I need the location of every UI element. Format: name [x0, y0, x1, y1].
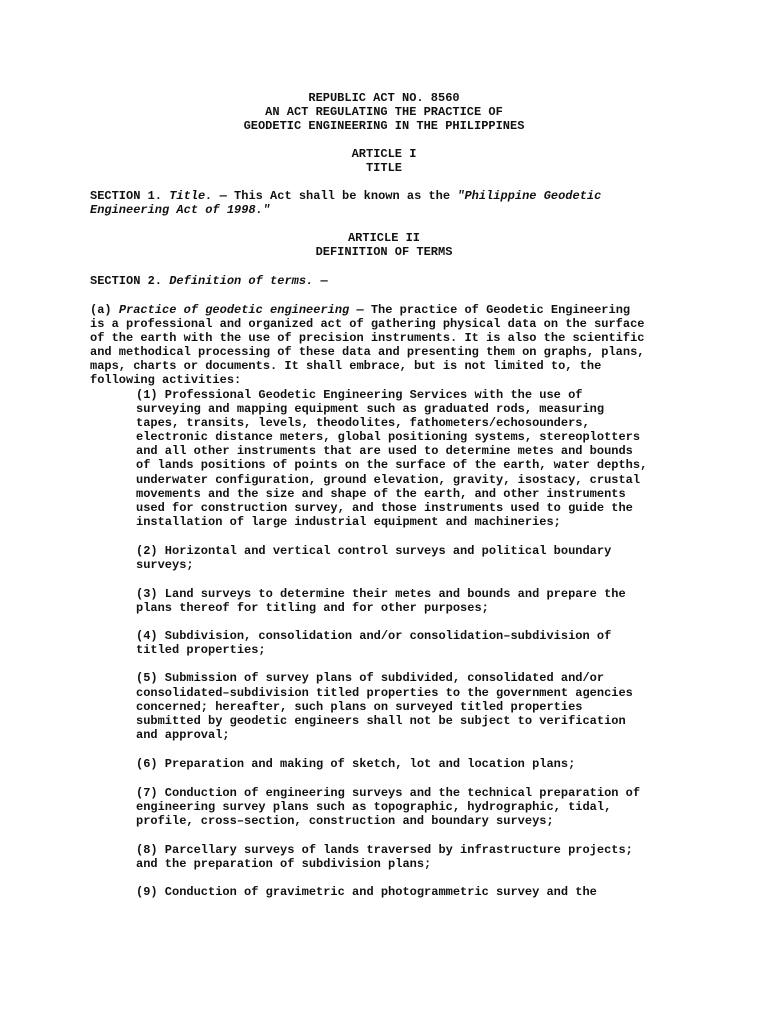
item-1-line: movements and the size and shape of the earth, and other instruments: [136, 487, 626, 501]
item-1-line: installation of large industrial equipment and machineries;: [136, 515, 561, 529]
item-7-line: (7) Conduction of engineering surveys and the technical preparation of: [136, 786, 641, 800]
para-a-line0: [90, 303, 630, 317]
section-1-prefix: SECTION 1.: [90, 189, 170, 203]
para-a-line: maps, charts or documents. It shall embrace, but is not limited to, the: [90, 359, 602, 373]
item-5-line: and approval;: [136, 728, 230, 742]
para-a-line: and methodical processing of these data and presenting them on graphs, plans,: [90, 345, 645, 359]
item-2-line: surveys;: [136, 558, 194, 572]
item-1-line: electronic distance meters, global positioning systems, stereoplotters: [136, 430, 641, 444]
item-5-line: (5) Submission of survey plans of subdivided, consolidated and/or: [136, 671, 605, 685]
item-1-line: of lands positions of points on the surface of the earth, water depths,: [136, 458, 648, 472]
item-7-line: engineering survey plans such as topographic, hydrographic, tidal,: [136, 800, 612, 814]
section-1-quote-part1: "Philippine Geodetic: [457, 189, 602, 203]
item-4-line: titled properties;: [136, 643, 266, 657]
item-9-line: (9) Conduction of gravimetric and photogrammetric survey and the: [136, 885, 597, 899]
para-a-line: of the earth with the use of precision instruments. It is also the scientific: [90, 331, 645, 345]
act-number: REPUBLIC ACT NO. 8560: [308, 91, 460, 105]
section-1-text: — This Act shall be known as the: [212, 189, 458, 203]
section-1-heading: Title.: [169, 189, 213, 203]
item-1-line: used for construction survey, and those instruments used to guide the: [136, 501, 633, 515]
para-a-line: is a professional and organized act of gathering physical data on the surface: [90, 317, 645, 331]
item-5-line: concerned; hereafter, such plans on surveyed titled properties: [136, 700, 583, 714]
item-3-line: plans thereof for titling and for other purposes;: [136, 601, 489, 615]
article-2-label: ARTICLE II: [347, 231, 420, 245]
item-1-line: underwater configuration, ground elevation, gravity, isostacy, crustal: [136, 473, 641, 487]
section-1-quote-part2: Engineering Act of 1998.": [90, 203, 271, 217]
item-6-line: (6) Preparation and making of sketch, lot and location plans;: [136, 757, 576, 771]
item-1-line: (1) Professional Geodetic Engineering Services with the use of: [136, 388, 583, 402]
section-2-heading: Definition of terms.: [169, 274, 314, 288]
para-a-line: following activities:: [90, 373, 242, 387]
section-2-prefix: SECTION 2.: [90, 274, 170, 288]
item-8-line: and the preparation of subdivision plans;: [136, 857, 432, 871]
section-1-line1: [90, 189, 601, 203]
item-1-line: surveying and mapping equipment such as graduated rods, measuring: [136, 402, 605, 416]
item-5-line: submitted by geodetic engineers shall not be subject to verification: [136, 714, 626, 728]
article-1-title: TITLE: [365, 161, 402, 175]
act-title-line2: GEODETIC ENGINEERING IN THE PHILIPPINES: [243, 119, 525, 133]
act-title-line1: AN ACT REGULATING THE PRACTICE OF: [265, 105, 503, 119]
item-4-line: (4) Subdivision, consolidation and/or consolidation–subdivision of: [136, 629, 612, 643]
section-2-dash: —: [313, 274, 328, 288]
para-a-label: (a): [90, 303, 119, 317]
item-8-line: (8) Parcellary surveys of lands traversed by infrastructure projects;: [136, 843, 633, 857]
para-a-heading: Practice of geodetic engineering: [118, 303, 350, 317]
article-1-label: ARTICLE I: [351, 147, 417, 161]
article-2-title: DEFINITION OF TERMS: [315, 245, 453, 259]
item-2-line: (2) Horizontal and vertical control surveys and political boundary: [136, 544, 612, 558]
item-7-line: profile, cross–section, construction and boundary surveys;: [136, 814, 554, 828]
para-a-first-rest: — The practice of Geodetic Engineering: [349, 303, 631, 317]
item-3-line: (3) Land surveys to determine their metes and bounds and prepare the: [136, 587, 626, 601]
item-1-line: tapes, transits, levels, theodolites, fathometers/echosounders,: [136, 416, 590, 430]
item-1-line: and all other instruments that are used to determine metes and bounds: [136, 444, 633, 458]
item-5-line: consolidated–subdivision titled properties to the government agencies: [136, 686, 633, 700]
section-1-line2: [90, 203, 270, 217]
section-2-heading-line: [90, 274, 328, 288]
